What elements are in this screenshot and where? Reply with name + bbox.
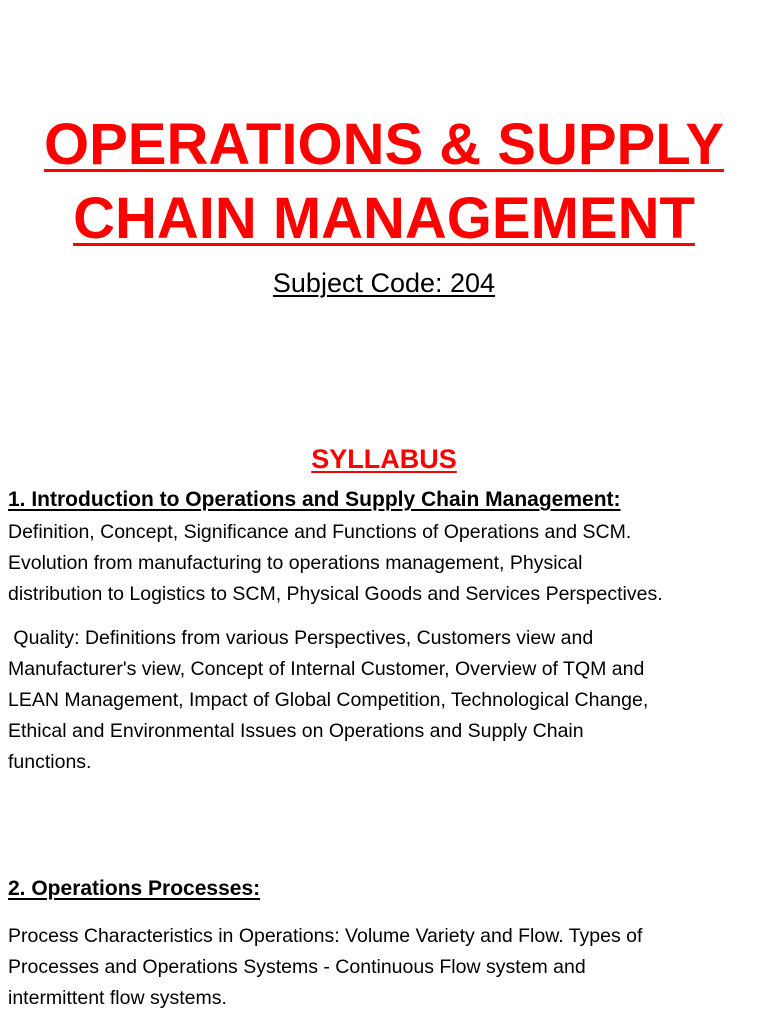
subject-code: Subject Code: 204 bbox=[272, 268, 496, 298]
document-title-line-1: OPERATIONS & SUPPLY bbox=[43, 112, 725, 177]
syllabus-heading: SYLLABUS bbox=[311, 444, 457, 474]
text-line: intermittent flow systems. bbox=[8, 987, 227, 1009]
text-line: Manufacturer's view, Concept of Internal Customer, Overview of TQM and bbox=[8, 658, 645, 680]
text-line: Quality: Definitions from various Perspectives, Customers view and bbox=[8, 627, 594, 649]
section-2-heading: 2. Operations Processes: bbox=[8, 877, 261, 900]
text-line: distribution to Logistics to SCM, Physical Goods and Services Perspectives. bbox=[8, 583, 663, 605]
text-line: Evolution from manufacturing to operations management, Physical bbox=[8, 552, 583, 574]
section-2-paragraph-1 bbox=[8, 921, 764, 1014]
text-line: Definition, Concept, Significance and Functions of Operations and SCM. bbox=[8, 521, 632, 543]
text-line: Processes and Operations Systems - Continuous Flow system and bbox=[8, 956, 586, 978]
text-line: LEAN Management, Impact of Global Competition, Technological Change, bbox=[8, 689, 649, 711]
section-1-paragraph-1 bbox=[8, 517, 764, 610]
section-1-paragraph-2 bbox=[8, 623, 764, 778]
section-1-heading: 1. Introduction to Operations and Supply Chain Management: bbox=[8, 488, 621, 511]
text-line: Ethical and Environmental Issues on Operations and Supply Chain bbox=[8, 720, 584, 742]
text-line: functions. bbox=[8, 751, 92, 773]
document-title-line-2: CHAIN MANAGEMENT bbox=[73, 186, 695, 251]
text-line: Process Characteristics in Operations: Volume Variety and Flow. Types of bbox=[8, 925, 643, 947]
